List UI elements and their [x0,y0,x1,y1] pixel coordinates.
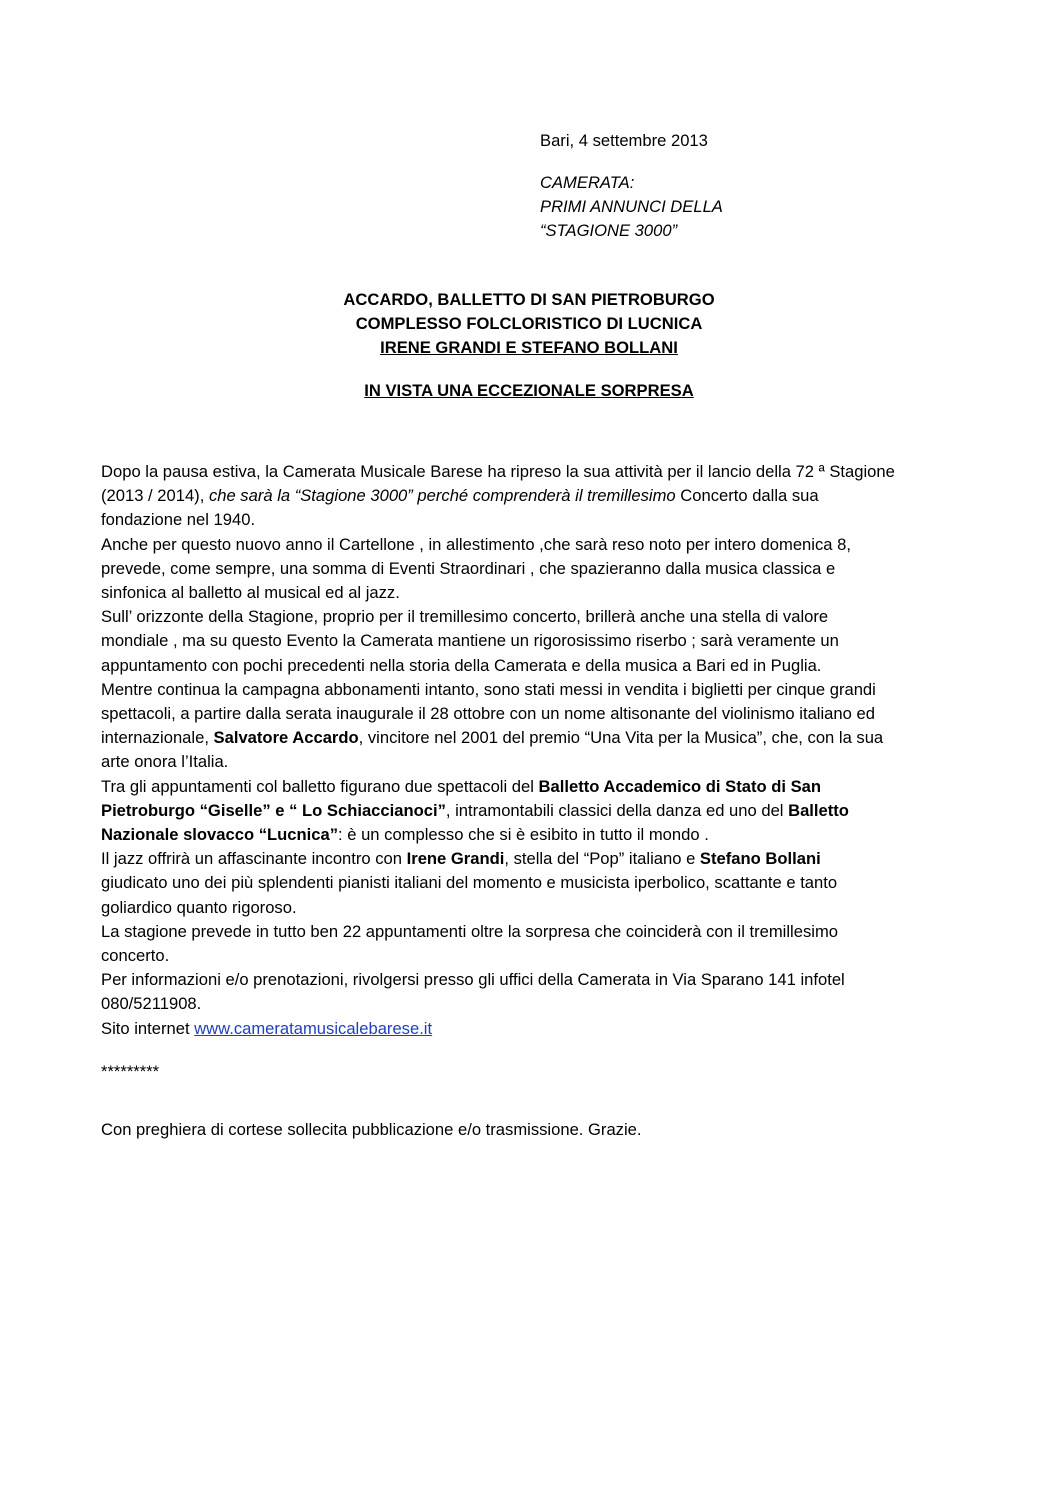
separator-stars: ********* [101,1062,160,1081]
body-line: sinfonica al balletto al musical ed al jazz. [101,583,400,603]
body-line: goliardico quanto rigoroso. [101,897,297,917]
body-line: concerto. [101,946,170,966]
body-line: internazionale, Salvatore Accardo, vincitore nel 2001 del premio “Una Vita per la Musica”, che, con la sua [101,728,884,748]
body-line: (2013 / 2014), che sarà la “Stagione 3000” perché comprenderà il tremillesimo Concerto dalla sua [101,486,819,506]
body-line: appuntamento con pochi precedenti nella storia della Camerata e della musica a Bari ed in Puglia. [101,655,822,675]
body-line: 080/5211908. [101,994,202,1014]
subheading-line-3: “STAGIONE 3000” [540,221,678,240]
body-line: Per informazioni e/o prenotazioni, rivolgersi presso gli uffici della Camerata in Via Sparano 141 infotel [101,970,845,990]
headline-line-2: COMPLESSO FOLCLORISTICO DI LUCNICA [355,314,703,333]
body-text [101,460,961,1041]
body-line: Anche per questo nuovo anno il Cartellone , in allestimento ,che sarà reso noto per intero domenica 8, [101,534,851,554]
headline-line-3: IRENE GRANDI E STEFANO BOLLANI [380,338,678,357]
body-line: prevede, come sempre, una somma di Eventi Straordinari , che spazieranno dalla musica classica e [101,558,836,578]
body-line: Pietroburgo “Giselle” e “ Lo Schiaccianoci”, intramontabili classici della danza ed uno del Balletto [101,800,849,820]
website-link[interactable]: www.cameratamusicalebarese.it [194,1018,433,1038]
body-line: Nazionale slovacco “Lucnica”: è un complesso che si è esibito in tutto il mondo . [101,825,709,845]
body-line: fondazione nel 1940. [101,510,256,530]
body-line: spettacoli, a partire dalla serata inaugurale il 28 ottobre con un nome altisonante del violinismo italiano ed [101,704,875,724]
body-line: Il jazz offrirà un affascinante incontro con Irene Grandi, stella del “Pop” italiano e Stefano Bollani [101,849,821,869]
headline-line-1: ACCARDO, BALLETTO DI SAN PIETROBURGO [343,290,715,309]
body-line: La stagione prevede in tutto ben 22 appuntamenti oltre la sorpresa che coinciderà con il tremillesimo [101,921,839,941]
closing-line: Con preghiera di cortese sollecita pubblicazione e/o trasmissione. Grazie. [101,1120,642,1139]
body-line: Tra gli appuntamenti col balletto figurano due spettacoli del Balletto Accademico di Stato di San [101,776,822,796]
letter-date: Bari, 4 settembre 2013 [540,131,708,150]
subheading-line-2: PRIMI ANNUNCI DELLA [540,197,723,216]
subheading-line-1: CAMERATA: [540,173,635,192]
body-line: Dopo la pausa estiva, la Camerata Musicale Barese ha ripreso la sua attività per il lancio della 72 ª Stagione [101,462,895,481]
headline [0,288,1058,360]
body-line: Sull’ orizzonte della Stagione, proprio per il tremillesimo concerto, brillerà anche una stella di valore [101,607,829,627]
subheading [540,171,723,243]
body-line: mondiale , ma su questo Evento la Camerata mantiene un rigorosissimo riserbo ; sarà veramente un [101,631,839,651]
body-line: arte onora l’Italia. [101,752,229,772]
surprise-heading: IN VISTA UNA ECCEZIONALE SORPRESA [364,381,694,400]
body-line: giudicato uno dei più splendenti pianisti italiani del momento e musicista iperbolico, scattante e tanto [101,873,838,893]
body-line: Sito internet www.cameratamusicalebarese.it [101,1018,433,1038]
body-line: Mentre continua la campagna abbonamenti intanto, sono stati messi in vendita i biglietti per cinque grandi [101,679,876,699]
